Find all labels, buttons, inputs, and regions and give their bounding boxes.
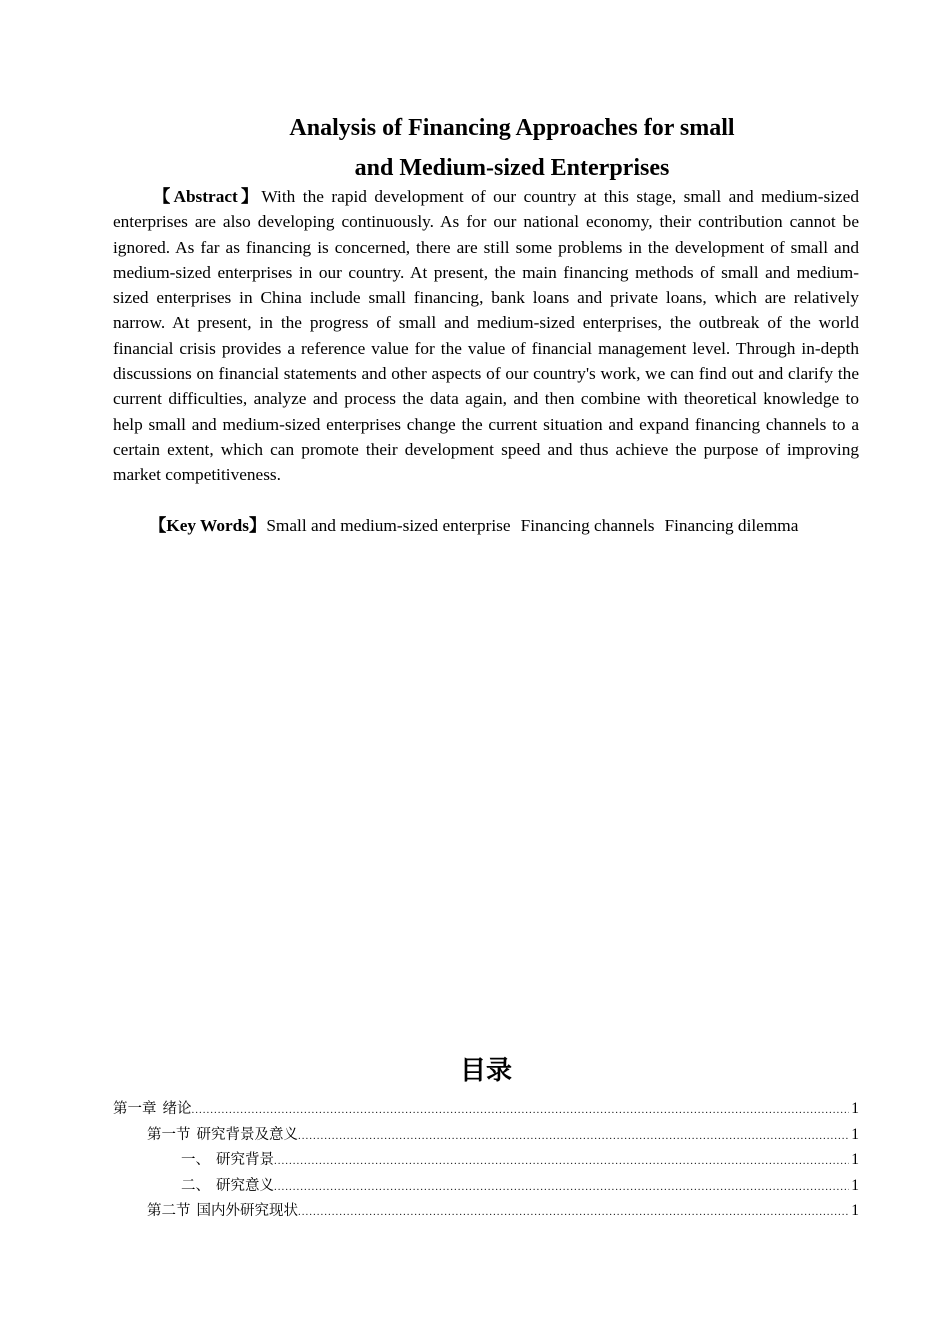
toc-entry-prefix: 一、: [181, 1152, 210, 1168]
toc-entry-title: 绪论: [162, 1101, 192, 1117]
keywords-line: [113, 513, 859, 538]
toc-leader-dots: [298, 1124, 849, 1150]
toc-entry[interactable]: [113, 1173, 859, 1199]
toc-entry[interactable]: [113, 1198, 859, 1224]
toc-page-number: 1: [851, 1125, 859, 1143]
toc-entry-prefix: 第一章: [113, 1101, 157, 1117]
toc-entry-text: [147, 1123, 298, 1149]
keyword-item: Financing dilemma: [664, 516, 799, 535]
keyword-item: Financing channels: [520, 516, 655, 535]
keyword-item: Small and medium-sized enterprise: [266, 516, 511, 535]
toc-page-number: 1: [851, 1176, 859, 1194]
toc-entry-text: [181, 1148, 274, 1174]
toc-entry[interactable]: [113, 1096, 859, 1122]
abstract-label: 【Abstract】: [153, 187, 262, 206]
abstract-paragraph: [113, 184, 859, 488]
toc-entry-prefix: 第一节: [147, 1126, 191, 1143]
toc-entry-title: 国内外研究现状: [196, 1203, 298, 1219]
document-title-line-1: Analysis of Financing Approaches for small: [289, 115, 735, 141]
toc-entry-title: 研究背景: [216, 1152, 274, 1168]
toc-entry-text: [113, 1097, 192, 1123]
toc-title: 目录: [459, 1056, 512, 1086]
toc-page-number: 1: [851, 1202, 859, 1219]
table-of-contents: [113, 1096, 859, 1224]
document-title-line-2: and Medium-sized Enterprises: [354, 155, 670, 181]
toc-entry-text: [147, 1199, 298, 1225]
toc-leader-dots: [274, 1149, 849, 1175]
toc-entry-text: [181, 1174, 274, 1200]
toc-page-number: 1: [851, 1151, 859, 1168]
toc-entry-prefix: 二、: [181, 1177, 210, 1194]
toc-page-number: 1: [851, 1100, 859, 1117]
toc-entry[interactable]: [113, 1122, 859, 1148]
toc-entry[interactable]: [113, 1147, 859, 1173]
toc-entry-title: 研究意义: [216, 1177, 274, 1194]
toc-leader-dots: [274, 1175, 849, 1201]
toc-entry-title: 研究背景及意义: [196, 1126, 298, 1143]
keywords-label: 【Key Words】: [149, 516, 267, 535]
toc-leader-dots: [192, 1098, 850, 1124]
toc-entry-prefix: 第二节: [147, 1203, 191, 1219]
abstract-text: With the rapid development of our country at this stage, small and medium-sized enterprises are also developing continuously. As for our national economy, their contribution cannot be ignored. As far as financing is concerned, there are still some problems in the development of small and medium-sized enterprises in our country. At present, the main financing methods of small and medium-sized enterprises in China include small financing, bank loans and private loans, which are relatively narrow. At present, in the progress of small and medium-sized enterprises, the outbreak of the world financial crisis provides a reference value for the value of financial management level. Through in-depth discussions on financial statements and other aspects of our country's work, we can find out and clarify the current difficulties, analyze and process the data again, and then combine with theoretical knowledge to help small and medium-sized enterprises change the current situation and expand financing channels to a certain extent, which can promote their development speed and thus achieve the purpose of improving market competitiveness.: [113, 187, 859, 485]
toc-leader-dots: [298, 1200, 849, 1226]
